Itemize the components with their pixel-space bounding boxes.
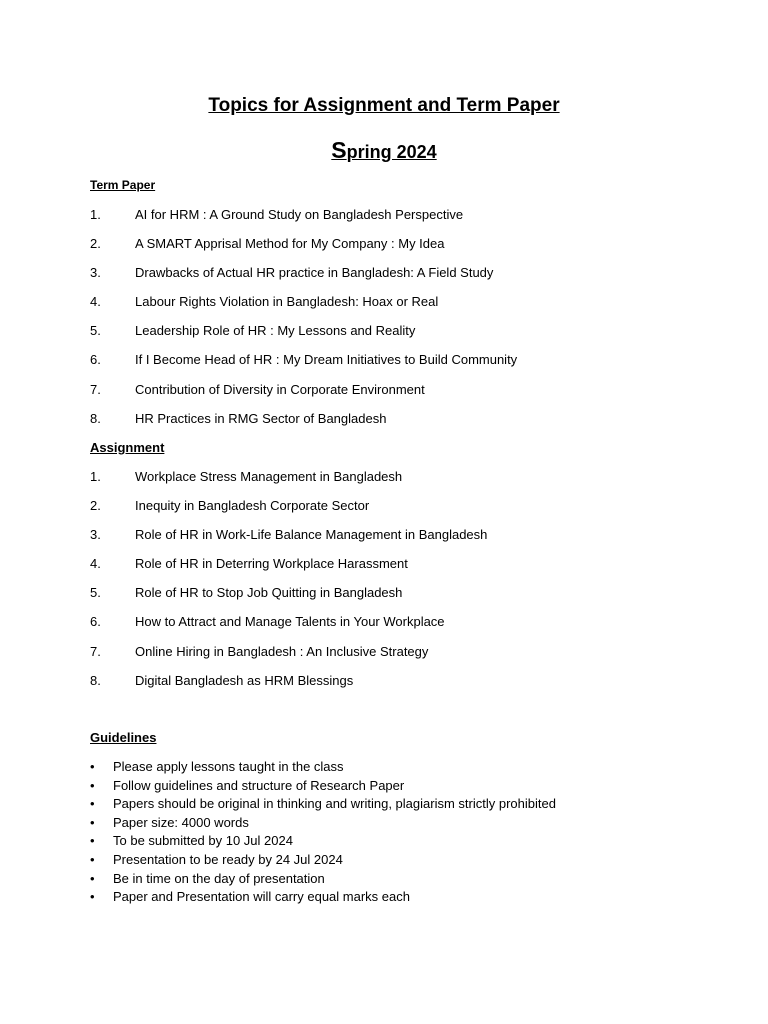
- bullet-icon: •: [90, 759, 95, 774]
- guidelines-heading: Guidelines: [90, 730, 157, 745]
- page-title: Topics for Assignment and Term Paper: [208, 95, 560, 116]
- bullet-icon: •: [90, 814, 95, 830]
- document-page: Topics for Assignment and Term Paper Spring 2024 Term Paper 1. AI for HRM : A Ground Study on Bangladesh Perspective 2. A SMART Apprisal Method for My Company : My Idea 3. Drawbacks of Actual HR practice in Bangladesh: A Field Study 4. Labour Rights Violation in Bangladesh: Hoax or Real 5. Leadership Role of HR : My Lessons and Reality 6. If I Become Head of HR : My Dream Initiatives to Build Community 7. Contribution of Diversity in Corporate Environment 8. HR Practices in RMG Sector of Bangladesh Assignment 1. Workplace Stress Management in Bangladesh 2. Inequity in Bangladesh Corporate Sector 3. Role of HR in Work-Life Balance Management in Bangladesh 4. Role of HR in Deterring Workplace Harassment 5. Role of HR to Stop Job Quitting in Bangladesh 6. How to Attract and Manage Talents in Your Workplace 7. Online Hiring in Bangladesh : An Inclusive Strategy 8. Digital Bangladesh as HRM Blessings Guidelines • Please apply lessons taught in the class • Follow guidelines and structure of Research Paper • Papers should be original in thinking and writing, plagiarism strictly prohibited • Paper size: 4000 words • To be submitted by 10 Jul 2024 • Presentation to be ready by 24 Jul 2024 • Be in time on the day of presentation • Paper and Presentation will carry equal marks each: [0, 0, 768, 1024]
- bullet-icon: •: [90, 870, 95, 886]
- bullet-icon: •: [90, 889, 95, 905]
- subtitle-initial: S: [331, 137, 347, 163]
- bullet-icon: •: [90, 777, 95, 793]
- bullet-icon: •: [90, 796, 95, 812]
- subtitle-rest: pring 2024: [346, 142, 437, 162]
- assignment-heading: Assignment: [90, 440, 165, 455]
- term-paper-heading: Term Paper: [90, 178, 156, 192]
- bullet-icon: •: [90, 833, 95, 849]
- page-subtitle: [0, 137, 768, 164]
- bullet-icon: •: [90, 851, 95, 867]
